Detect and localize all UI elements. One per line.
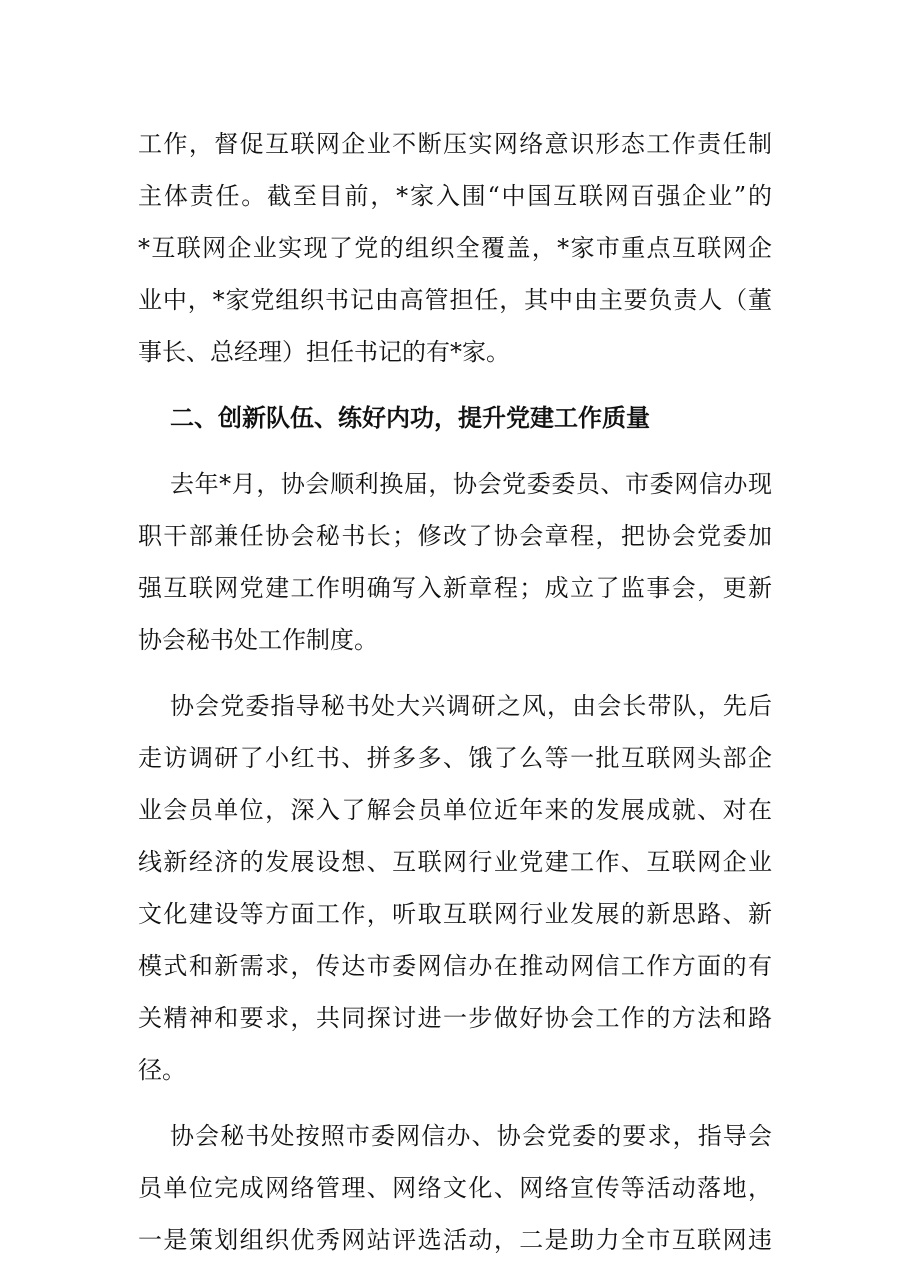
paragraph-1 [138,118,772,378]
paragraph-spacer [138,1096,772,1110]
paragraph-2 [138,458,772,666]
text-line: 协会秘书处工作制度。 [138,626,378,654]
text-line: 协会党委指导秘书处大兴调研之风，由会长带队，先后 [170,692,772,720]
paragraph-spacer [138,666,772,680]
paragraph-4 [138,1110,772,1266]
text-line: 一是策划组织优秀网站评选活动，二是助力全市互联网违 [138,1226,772,1254]
text-line: 走访调研了小红书、拼多多、饿了么等一批互联网头部企 [138,744,772,772]
paragraph-spacer [138,444,772,458]
text-line: 去年*月，协会顺利换届，协会党委委员、市委网信办现 [170,470,772,498]
text-line: 职干部兼任协会秘书长；修改了协会章程，把协会党委加 [138,522,772,550]
text-line: 协会秘书处按照市委网信办、协会党委的要求，指导会 [170,1122,772,1150]
text-line: 业中，*家党组织书记由高管担任，其中由主要负责人（董 [138,286,772,314]
paragraph-3 [138,680,772,1096]
text-line: 工作，督促互联网企业不断压实网络意识形态工作责任制 [138,130,772,158]
text-line: 模式和新需求，传达市委网信办在推动网信工作方面的有 [138,952,772,980]
text-line: 线新经济的发展设想、互联网行业党建工作、互联网企业 [138,848,772,876]
text-line: 主体责任。截至目前，*家入围“中国互联网百强企业”的 [138,182,772,210]
document-body [138,118,772,1266]
text-line: 员单位完成网络管理、网络文化、网络宣传等活动落地， [138,1174,772,1202]
paragraph-spacer [138,378,772,392]
text-line: *互联网企业实现了党的组织全覆盖，*家市重点互联网企 [138,234,772,262]
text-line: 业会员单位，深入了解会员单位近年来的发展成就、对在 [138,796,772,824]
text-line: 事长、总经理）担任书记的有*家。 [138,338,510,366]
text-line: 关精神和要求，共同探讨进一步做好协会工作的方法和路 [138,1004,772,1032]
text-line: 径。 [138,1056,186,1084]
section-heading: 二、创新队伍、练好内功，提升党建工作质量 [170,404,650,432]
text-line: 文化建设等方面工作，听取互联网行业发展的新思路、新 [138,900,772,928]
text-line: 强互联网党建工作明确写入新章程；成立了监事会，更新 [138,574,772,602]
